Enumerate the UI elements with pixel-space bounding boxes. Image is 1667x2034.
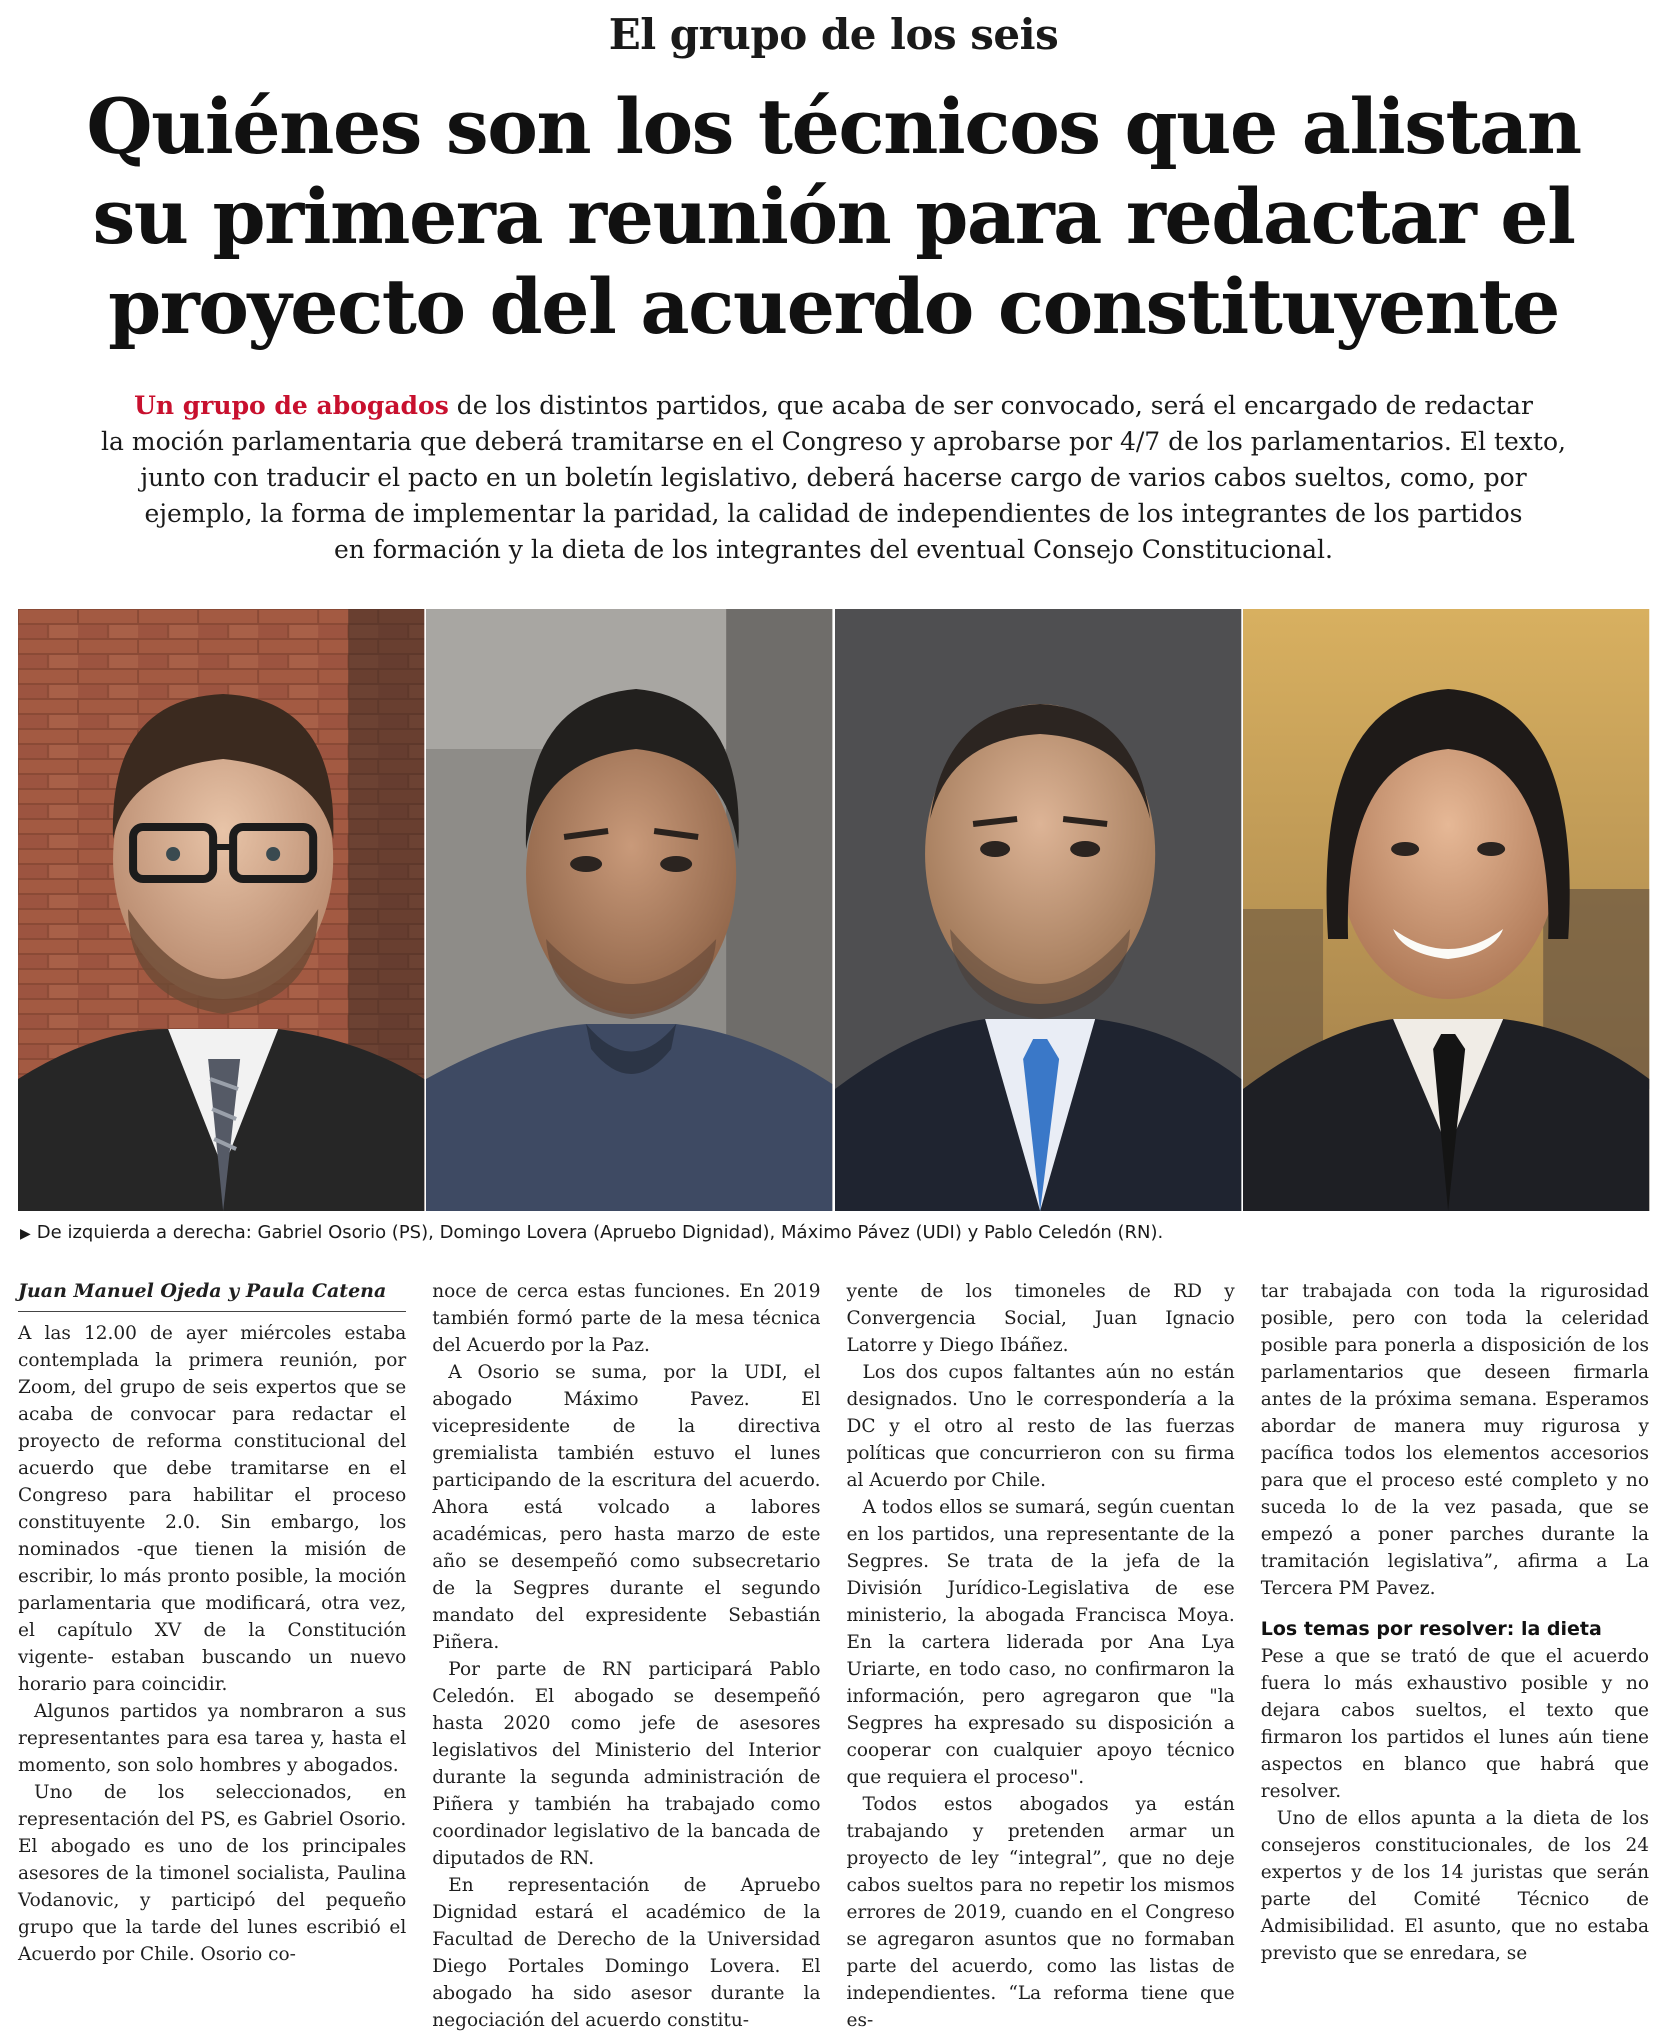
paragraph: Algunos partidos ya nombraron a sus representantes para esa tarea y, hasta el momento, son solo hombres y abogados.: [18, 1701, 407, 1776]
portrait-photo-2: [426, 609, 832, 1211]
portrait-image: [1243, 609, 1649, 1211]
portrait-photo-1: [18, 609, 424, 1211]
article-column-4: [1260, 1278, 1649, 1964]
dek: [70, 388, 1597, 568]
headline: [60, 82, 1607, 352]
article-column-3: [846, 1278, 1235, 2031]
caption-text: De izquierda a derecha: Gabriel Osorio (PS), Domingo Lovera (Apruebo Dignidad), Máximo Pávez (UDI) y Pablo Celedón (RN).: [36, 1222, 1164, 1243]
paragraph: Por parte de RN participará Pablo Celedón. El abogado se desempeñó hasta 2020 como jefe de asesores legislativos del Ministerio del Interior durante la segunda administración de Piñera y también ha trabajado como coordinador legislativo de la bancada de diputados de RN.: [432, 1659, 821, 1869]
paragraph: Pese a que se trató de que el acuerdo fuera lo más exhaustivo posible y no dejara cabos sueltos, el texto que firmaron los partidos el lunes aún tiene aspectos en blanco que habrá que resolver.: [1260, 1646, 1649, 1802]
paragraph: noce de cerca estas funciones. En 2019 también formó parte de la mesa técnica del Acuerdo por la Paz.: [432, 1281, 821, 1356]
dek-lead: Un grupo de abogados: [134, 391, 449, 420]
headline-line: Quiénes son los técnicos que alistan: [86, 82, 1581, 171]
paragraph: A todos ellos se sumará, según cuentan en los partidos, una representante de la Segpres. Se trata de la jefa de la División Jurídico-Legislativa de ese ministerio, la abogada Francisca Moya. En la cartera liderada por Ana Lya Uriarte, en todo caso, no confirmaron la información, pero agregaron que "la Segpres ha expresado su disposición a cooperar con cualquier apoyo técnico que requiera el proceso".: [846, 1497, 1235, 1788]
paragraph: Uno de los seleccionados, en representación del PS, es Gabriel Osorio. El abogado es uno de los principales asesores de la timonel socialista, Paulina Vodanovic, y participó del pequeño grupo que la tarde del lunes escribió el Acuerdo por Chile. Osorio co-: [18, 1782, 407, 1965]
byline: Juan Manuel Ojeda y Paula Catena: [18, 1278, 406, 1312]
kicker: El grupo de los seis: [608, 10, 1059, 59]
portrait-photo-4: [1243, 609, 1649, 1211]
headline-line: su primera reunión para redactar el: [92, 172, 1575, 261]
portrait-image: [835, 609, 1241, 1211]
paragraph: tar trabajada con toda la rigurosidad posible, pero con toda la celeridad posible para ponerla a disposición de los parlamentarios que deseen firmarla antes de la próxima semana. Esperamos abordar de manera muy rigurosa y pacífica todos los elementos accesorios para que el proceso esté completo y no suceda lo de la vez pasada, que se empezó a poner parches durante la tramitación legislativa”, afirma a La Tercera PM Pavez.: [1260, 1281, 1649, 1599]
article-body: [18, 1278, 1649, 2031]
dek-line: la moción parlamentaria que deberá tramitarse en el Congreso y aprobarse por 4/7 de los parlamentarios. El texto,: [101, 427, 1566, 456]
paragraph: A Osorio se suma, por la UDI, el abogado Máximo Pavez. El vicepresidente de la directiva gremialista también estuvo el lunes participando de la escritura del acuerdo. Ahora está volcado a labores académicas, pero hasta marzo de este año se desempeñó como subsecretario de la Segpres durante el segundo mandato del expresidente Sebastián Piñera.: [432, 1362, 821, 1653]
caption-triangle-icon: ▶: [20, 1226, 31, 1242]
paragraph: yente de los timoneles de RD y Convergencia Social, Juan Ignacio Latorre y Diego Ibáñez.: [846, 1281, 1235, 1356]
photo-strip: [18, 609, 1649, 1211]
dek-text: de los distintos partidos, que acaba de ser convocado, será el encargado de redactar: [448, 391, 1533, 420]
paragraph: A las 12.00 de ayer miércoles estaba contemplada la primera reunión, por Zoom, del grupo de seis expertos que se acaba de convocar para redactar el proyecto de reforma constitucional del acuerdo que debe tramitarse en el Congreso para habilitar el proceso constituyente 2.0. Sin embargo, los nominados -que tienen la misión de escribir, lo más pronto posible, la moción parlamentaria que modificará, otra vez, el capítulo XV de la Constitución vigente- estaban buscando un nuevo horario para coincidir.: [18, 1323, 407, 1695]
article-column-2: [432, 1278, 821, 2031]
portrait-photo-3: [835, 609, 1241, 1211]
headline-line: proyecto del acuerdo constituyente: [108, 262, 1559, 351]
dek-line: junto con traducir el pacto en un boletín legislativo, deberá hacerse cargo de varios cabos sueltos, como, por: [140, 463, 1527, 492]
dek-line: ejemplo, la forma de implementar la paridad, la calidad de independientes de los integrantes de los partidos: [144, 499, 1523, 528]
photo-caption: [20, 1222, 1650, 1243]
paragraph: Uno de ellos apunta a la dieta de los consejeros constitucionales, de los 24 expertos y de los 14 juristas que serán parte del Comité Técnico de Admisibilidad. El asunto, que no estaba previsto que se enredara, se: [1260, 1808, 1649, 1964]
dek-line: en formación y la dieta de los integrantes del eventual Consejo Constitucional.: [334, 535, 1333, 564]
portrait-image: [426, 609, 832, 1211]
dek-line: [70, 388, 1597, 424]
section-subhead: Los temas por resolver: la dieta: [1260, 1618, 1602, 1640]
paragraph: En representación de Apruebo Dignidad estará el académico de la Facultad de Derecho de la Universidad Diego Portales Domingo Lovera. El abogado ha sido asesor durante la negociación del acuerdo constitu-: [432, 1875, 821, 2031]
portrait-image: [18, 609, 424, 1211]
article-column-1: [18, 1278, 407, 1965]
paragraph: Todos estos abogados ya están trabajando y pretenden armar un proyecto de ley “integral”, que no deje cabos sueltos para no repetir los mismos errores de 2019, cuando en el Congreso se agregaron asuntos que no formaban parte del acuerdo, como las listas de independientes. “La reforma tiene que es-: [846, 1794, 1235, 2031]
paragraph: Los dos cupos faltantes aún no están designados. Uno le correspondería a la DC y el otro al resto de las fuerzas políticas que concurrieron con su firma al Acuerdo por Chile.: [846, 1362, 1235, 1491]
